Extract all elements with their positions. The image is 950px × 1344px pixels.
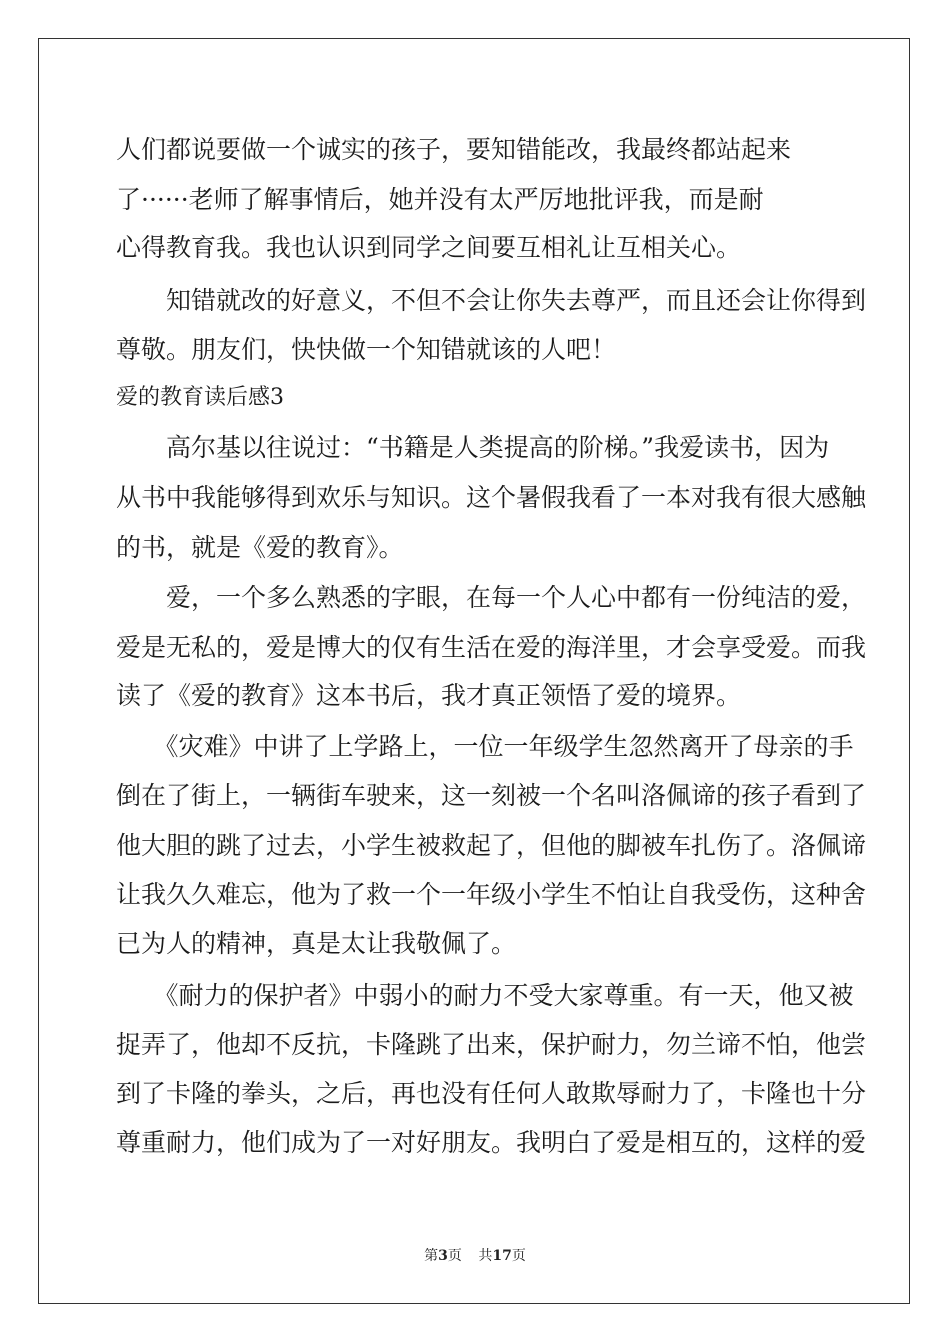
page-total: 共17页 — [478, 1248, 526, 1264]
text-line: 心得教育我。我也认识到同学之间要互相礼让互相关心。 — [116, 233, 742, 262]
text-line: 尊重耐力，他们成为了一对好朋友。我明白了爱是相互的，这样的爱 — [116, 1128, 867, 1157]
text-line: 已为人的精神，真是太让我敬佩了。 — [116, 929, 517, 958]
text-line: 高尔基以往说过：“书籍是人类提高的阶梯。”我爱读书，因为 — [116, 433, 830, 462]
text-line: 尊敬。朋友们，快快做一个知错就该的人吧！ — [116, 335, 617, 364]
page-number: 第3页 — [424, 1248, 462, 1264]
text-line: 到了卡隆的拳头，之后，再也没有任何人敢欺辱耐力了，卡隆也十分 — [116, 1079, 867, 1108]
text-line: 人们都说要做一个诚实的孩子，要知错能改，我最终都站起来 — [116, 135, 792, 164]
text-line: 的书，就是《爱的教育》。 — [116, 533, 404, 562]
text-line: 从书中我能够得到欢乐与知识。这个暑假我看了一本对我有很大感触 — [116, 483, 867, 512]
text-line: 捉弄了，他却不反抗，卡隆跳了出来，保护耐力，勿兰谛不怕，他尝 — [116, 1030, 867, 1059]
text-line: 知错就改的好意义，不但不会让你失去尊严，而且还会让你得到 — [116, 286, 867, 315]
page-border — [38, 38, 910, 1304]
text-line: 《灾难》中讲了上学路上，一位一年级学生忽然离开了母亲的手 — [116, 732, 854, 761]
page-footer — [0, 1247, 950, 1265]
text-line: 爱，一个多么熟悉的字眼，在每一个人心中都有一份纯洁的爱， — [116, 583, 867, 612]
text-line: 读了《爱的教育》这本书后，我才真正领悟了爱的境界。 — [116, 681, 742, 710]
text-line: 了······老师了解事情后，她并没有太严厉地批评我，而是耐 — [116, 185, 764, 214]
text-line: 《耐力的保护者》中弱小的耐力不受大家尊重。有一天，他又被 — [116, 981, 854, 1010]
section-heading: 爱的教育读后感3 — [116, 385, 284, 410]
text-line: 爱是无私的，爱是博大的仅有生活在爱的海洋里，才会享受爱。而我 — [116, 633, 867, 662]
text-line: 让我久久难忘，他为了救一个一年级小学生不怕让自我受伤，这种舍 — [116, 880, 867, 909]
text-line: 倒在了街上，一辆街车驶来，这一刻被一个名叫洛佩谛的孩子看到了 — [116, 781, 867, 810]
text-line: 他大胆的跳了过去，小学生被救起了，但他的脚被车扎伤了。洛佩谛 — [116, 831, 867, 860]
